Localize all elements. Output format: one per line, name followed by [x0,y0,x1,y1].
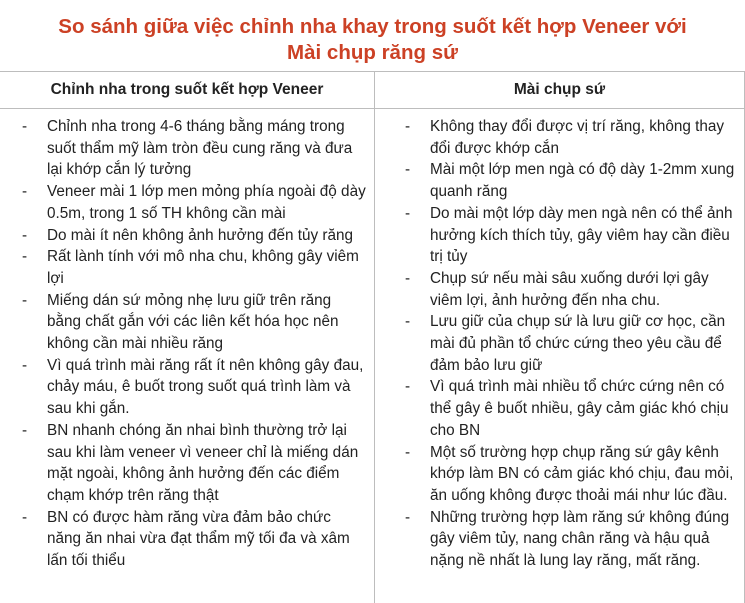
bullet-dash: - [405,313,411,331]
list-item: - Một số trường hợp chụp răng sứ gây kênh khớp làm BN có cảm giác khó chịu, đau mỏi, ăn uống không được thoải mái như lúc đầu. [405,443,734,504]
bullet-dash: - [405,443,411,461]
list-item: - Chụp sứ nếu mài sâu xuống dưới lợi gây viêm lợi, ảnh hưởng đến nha chu. [405,269,709,309]
document-title [0,0,745,72]
list-item: - Do mài một lớp dày men ngà nên có thể ảnh hưởng kích thích tủy, gây viêm hay cần điều trị tủy [405,204,733,266]
list-item: - Những trường hợp làm răng sứ không đúng gây viêm tủy, nang chân răng và hậu quả nặng nề nhất là lung lay răng, mất răng. [405,508,730,570]
list-item: - BN nhanh chóng ăn nhai bình thường trở lại sau khi làm veneer vì veneer chỉ là miếng dán mặt ngoài, không ảnh hưởng đến các điểm chạm khớp trên răng thật [22,421,359,504]
header-divider [0,108,745,109]
bullet-dash: - [22,421,28,439]
bullet-dash: - [22,356,28,374]
bullet-dash: - [22,248,28,266]
column-divider [374,72,375,603]
bullet-dash: - [22,226,28,244]
title-line-2: Mài chụp răng sứ [287,41,458,64]
bullet-dash: - [22,508,28,526]
title-line-1: So sánh giữa việc chỉnh nha khay trong suốt kết hợp Veneer với [58,15,687,38]
bullet-dash: - [22,291,28,309]
list-item: - Mài một lớp men ngà có độ dày 1-2mm xung quanh răng [405,161,735,201]
list-item: - Do mài ít nên không ảnh hưởng đến tủy răng [22,225,367,247]
bullet-dash: - [405,204,411,222]
right-column-list [405,116,741,572]
bullet-dash: - [22,183,28,201]
bullet-dash: - [405,269,411,287]
bullet-dash: - [405,378,411,396]
header-crown: Mài chụp sứ [513,81,606,98]
list-item: - Vì quá trình mài răng rất ít nên không gây đau, chảy máu, ê buốt trong suốt quá trình làm và sau khi gắn. [22,356,364,418]
bullet-dash: - [405,118,411,135]
list-item: - Chỉnh nha trong 4-6 tháng bằng máng trong suốt thẩm mỹ làm tròn đều cung răng và đưa lại khớp cắn lý tưởng [22,118,353,179]
bullet-dash: - [22,118,28,135]
list-item: - BN có được hàm răng vừa đảm bảo chức năng ăn nhai vừa đạt thẩm mỹ tối đa và xâm lấn tối thiểu [22,508,350,570]
header-orthodontics-veneer: Chỉnh nha trong suốt kết hợp Veneer [50,81,324,98]
list-item: - Miếng dán sứ mỏng nhẹ lưu giữ trên răng bằng chất gắn với các liên kết hóa học nên không cần mài nhiều răng [22,291,339,353]
list-item: - Veneer mài 1 lớp men mỏng phía ngoài độ dày 0.5m, trong 1 số TH không cần mài [22,183,366,222]
bullet-dash: - [405,161,411,179]
bullet-dash: - [405,508,411,526]
list-item: - Vì quá trình mài nhiều tổ chức cứng nên có thể gây ê buốt nhiều, gây cảm giác khó chịu cho BN [405,378,729,439]
list-item: - Không thay đổi được vị trí răng, không thay đổi được khớp cắn [405,118,725,157]
list-item: - Rất lành tính với mô nha chu, không gây viêm lợi [22,248,359,287]
left-column-list [22,116,367,572]
list-item: - Lưu giữ của chụp sứ là lưu giữ cơ học, cần mài đủ phần tổ chức cứng theo yêu cầu để đảm bảo lưu giữ [405,313,726,374]
